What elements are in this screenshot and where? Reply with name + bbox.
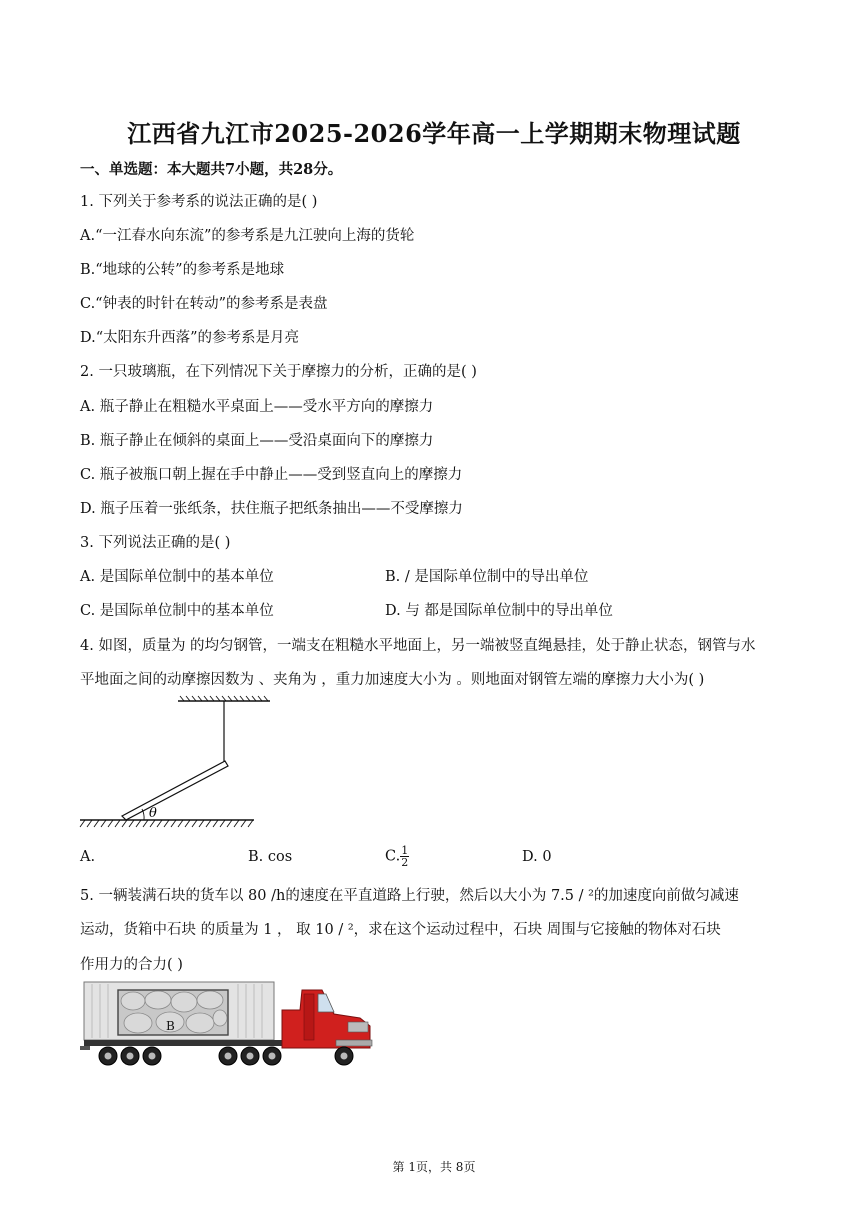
q2-stem: 2. 一只玻璃瓶，在下列情况下关于摩擦力的分析，正确的是( ) bbox=[80, 364, 477, 380]
q5-stem-line3: 作用力的合力( ) bbox=[80, 957, 183, 973]
q1-option-a: A.“一江春水向东流”的参考系是九江驶向上海的货轮 bbox=[80, 228, 415, 244]
fraction-one-half bbox=[400, 845, 409, 868]
q3-option-d: D. 与 都是国际单位制中的导出单位 bbox=[385, 603, 613, 619]
section-heading: 一、单选题：本大题共7小题，共28分。 bbox=[80, 161, 343, 178]
q2-option-b: B. 瓶子静止在倾斜的桌面上——受沿桌面向下的摩擦力 bbox=[80, 433, 434, 449]
fraction-numerator: 1 bbox=[401, 844, 409, 857]
q1-option-d: D.“太阳东升西落”的参考系是月亮 bbox=[80, 330, 300, 346]
q4-option-c-label: C. bbox=[385, 848, 401, 865]
q4-option-c bbox=[385, 845, 409, 868]
page-footer: 第 1页，共 8页 bbox=[392, 1160, 476, 1174]
angle-theta-label: θ bbox=[149, 806, 157, 821]
q4-option-a: A. bbox=[80, 849, 96, 865]
fraction-denominator: 2 bbox=[401, 856, 409, 869]
q2-option-c: C. 瓶子被瓶口朝上握在手中静止——受到竖直向上的摩擦力 bbox=[80, 467, 463, 483]
q1-stem: 1. 下列关于参考系的说法正确的是( ) bbox=[80, 194, 318, 210]
q3-option-b: B. / 是国际单位制中的导出单位 bbox=[385, 569, 589, 585]
q4-option-d: D. 0 bbox=[522, 849, 552, 865]
page-title: 江西省九江市2025-2026学年高一上学期期末物理试题 bbox=[127, 119, 741, 148]
truck-figure bbox=[78, 978, 378, 1074]
q2-option-a: A. 瓶子静止在粗糙水平桌面上——受水平方向的摩擦力 bbox=[80, 399, 434, 415]
q5-stem-line2: 运动，货箱中石块 的质量为 1 ， 取 10 / ²，求在这个运动过程中，石块 周围与它接触的物体对石块 bbox=[80, 922, 721, 938]
q5-stem-line1: 5. 一辆装满石块的货车以 80 /h的速度在平直道路上行驶，然后以大小为 7.5 / ²的加速度向前做匀减速 bbox=[80, 888, 739, 904]
q3-stem: 3. 下列说法正确的是( ) bbox=[80, 535, 231, 551]
q1-option-c: C.“钟表的时针在转动”的参考系是表盘 bbox=[80, 296, 328, 312]
steel-pipe-figure bbox=[78, 695, 278, 835]
q2-option-d: D. 瓶子压着一张纸条，扶住瓶子把纸条抽出——不受摩擦力 bbox=[80, 501, 463, 517]
q1-option-b: B.“地球的公转”的参考系是地球 bbox=[80, 262, 285, 278]
q4-stem-line2: 平地面之间的动摩擦因数为 、夹角为 ，重力加速度大小为 。则地面对钢管左端的摩擦力大小为( ) bbox=[80, 672, 705, 688]
q4-stem-line1: 4. 如图，质量为 的均匀钢管，一端支在粗糙水平地面上，另一端被竖直绳悬挂，处于静止状态，钢管与水 bbox=[80, 638, 756, 654]
q4-option-b: B. cos bbox=[248, 849, 293, 865]
q3-option-a: A. 是国际单位制中的基本单位 bbox=[80, 569, 274, 585]
rock-b-label: B bbox=[166, 1019, 175, 1033]
q3-option-c: C. 是国际单位制中的基本单位 bbox=[80, 603, 274, 619]
